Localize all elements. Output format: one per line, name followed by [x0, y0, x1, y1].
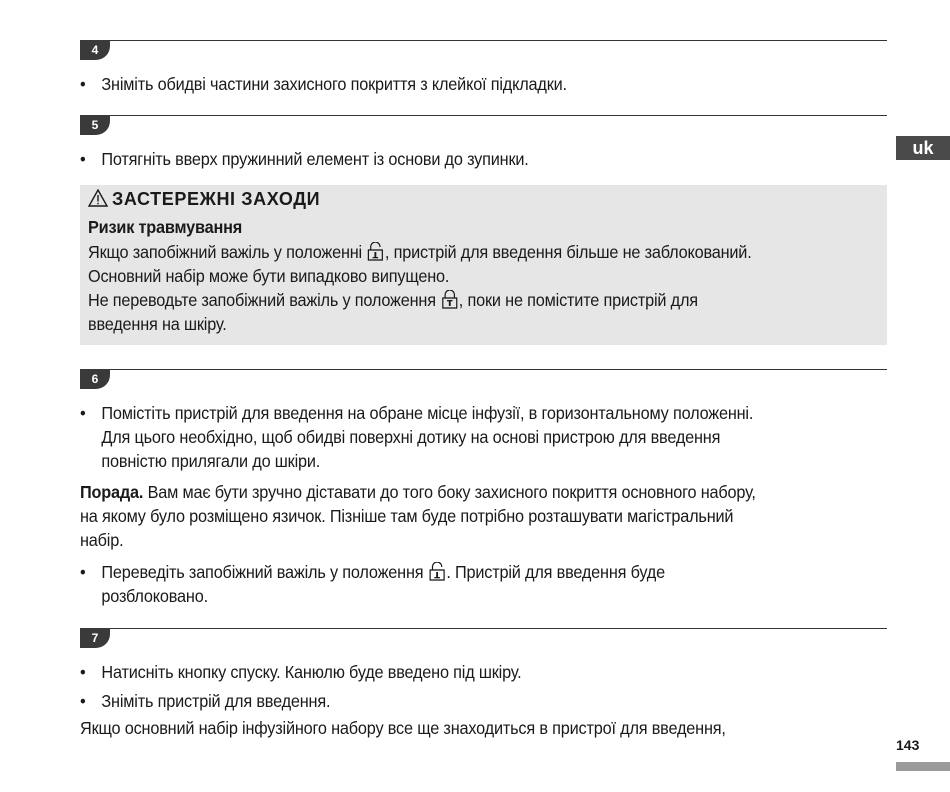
bullet-text: Зніміть обидві частини захисного покриття з клейкої підкладки. [101, 74, 567, 94]
tip-label: Порада. [80, 482, 144, 502]
bullet-dot: • [80, 691, 86, 711]
bullet-dot: • [80, 403, 86, 423]
bullet-text: розблоковано. [101, 586, 208, 606]
caution-title: ЗАСТЕРЕЖНІ ЗАХОДИ [112, 189, 321, 209]
language-tab: uk [896, 136, 950, 160]
bullet-dot: • [80, 562, 86, 582]
caution-body [88, 240, 851, 336]
bullet-dot: • [80, 74, 86, 94]
locked-lever-icon [441, 290, 458, 309]
step-number-badge: 6 [80, 369, 110, 389]
caution-line-1 [88, 240, 851, 264]
tip-text: Вам має бути зручно діставати до того боку захисного покриття основного набору, [143, 482, 756, 502]
bullet-text [101, 560, 873, 584]
page-number: 143 [896, 737, 920, 753]
page-marker-bar [896, 762, 950, 771]
unlocked-lever-icon [429, 562, 446, 581]
caution-text: Не переводьте запобіжний важіль у положення [88, 290, 436, 310]
step-number-badge: 5 [80, 115, 110, 135]
step-divider [80, 628, 887, 629]
caution-line-2: Основний набір може бути випадково випущено. [88, 266, 450, 286]
bullet-text: Потягніть вверх пружинний елемент із основи до зупинки. [101, 149, 529, 169]
step-number-badge: 4 [80, 40, 110, 60]
warning-triangle-icon [88, 189, 108, 207]
bullet-text: Для цього необхідно, щоб обидві поверхні дотику на основі пристрою для введення [101, 427, 721, 447]
step-divider [80, 40, 887, 41]
tip-line-1 [80, 480, 880, 504]
bullet-dot: • [80, 662, 86, 682]
bullet-text: повністю прилягали до шкіри. [101, 451, 321, 471]
caution-line-4: введення на шкіру. [88, 314, 227, 334]
bullet-text-part: . Пристрій для введення буде [446, 562, 665, 582]
caution-title-row [88, 189, 320, 210]
tip-line-2: на якому було розміщено язичок. Пізніше там буде потрібно розташувати магістральний [80, 506, 734, 526]
caution-line-3 [88, 288, 851, 312]
caution-box [80, 185, 887, 345]
bullet-dot: • [80, 149, 86, 169]
step-number-badge: 7 [80, 628, 110, 648]
step-divider [80, 115, 887, 116]
bullet-text: Натисніть кнопку спуску. Канюлю буде введено під шкіру. [101, 662, 522, 682]
caution-text: , поки не помістите пристрій для [458, 290, 698, 310]
bullet-text-part: Переведіть запобіжний важіль у положення [101, 562, 424, 582]
tip-paragraph [80, 480, 880, 552]
caution-subtitle: Ризик травмування [88, 217, 243, 237]
tip-line-3: набір. [80, 530, 124, 550]
caution-text: , пристрій для введення більше не заблокований. [384, 242, 752, 262]
step-7-paragraph: Якщо основний набір інфузійного набору все ще знаходиться в пристрої для введення, [80, 718, 726, 738]
unlocked-lever-icon [367, 242, 384, 261]
bullet-text: Зніміть пристрій для введення. [101, 691, 331, 711]
step-divider [80, 369, 887, 370]
caution-text: Якщо запобіжний важіль у положенні [88, 242, 362, 262]
bullet-text: Помістіть пристрій для введення на обране місце інфузії, в горизонтальному положенні. [101, 403, 754, 423]
